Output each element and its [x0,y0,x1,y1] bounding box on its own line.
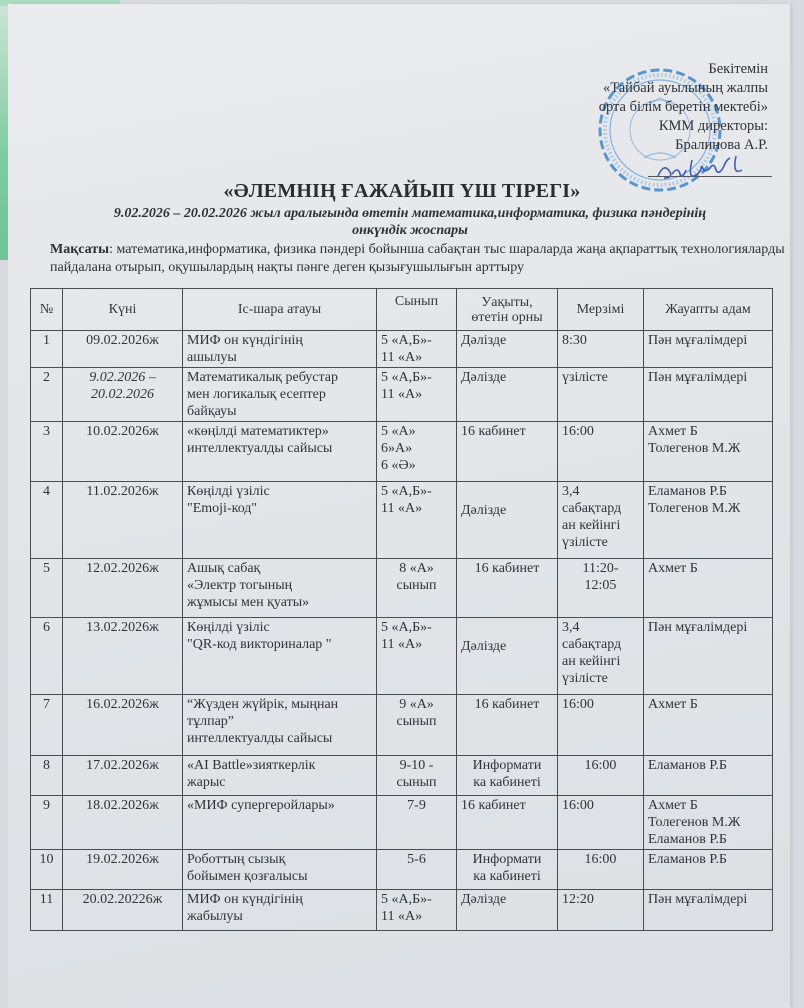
cell-event: Көңілді үзіліс "QR-код викториналар " [183,618,377,695]
goal-text: : математика,информатика, физика пәндері бойынша сабақтан тыс шараларда жаңа ақпараттық технологияларды пайдалана отырып, оқушылардың нақты пәнге деген қызығушылығын арттыру [50,242,785,275]
cell-place: Информати ка кабинеті [457,756,558,796]
table-row [31,422,773,482]
table-row [31,695,773,756]
cell-event: “Жүзден жүйрік, мыңнан тұлпар” интеллектуалды сайысы [183,695,377,756]
cell-responsible: Ахмет Б [644,695,773,756]
cell-grade: 5 «А,Б»- 11 «А» [377,482,457,559]
cell-responsible: Ахмет Б Толегенов М.Ж Еламанов Р.Б [644,796,773,850]
subtitle-line: онкүндік жоспары [352,223,468,238]
cell-grade: 9-10 - сынып [377,756,457,796]
cell-grade: 5 «А,Б»- 11 «А» [377,368,457,422]
table-row [31,331,773,368]
cell-date: 16.02.2026ж [63,695,183,756]
header-number: № [31,289,63,331]
cell-responsible: Пән мұғалімдері [644,331,773,368]
cell-grade: 7-9 [377,796,457,850]
approval-line: Бекітемін [708,61,768,77]
cell-time: 12:20 [558,890,644,931]
table-row [31,890,773,931]
cell-event: «МИФ супергеройлары» [183,796,377,850]
cell-event: «көңілді математиктер» интеллектуалды сайысы [183,422,377,482]
cell-event: «AI Battle»зияткерлік жарыс [183,756,377,796]
header-deadline: Мерзімі [558,289,644,331]
cell-number: 11 [31,890,63,931]
cell-event: МИФ он күндігінің жабылуы [183,890,377,931]
goal-label: Мақсаты [50,242,110,257]
cell-number: 4 [31,482,63,559]
cell-place: 16 кабинет [457,422,558,482]
cell-event: Математикалық ребустар мен логикалық есептер байқауы [183,368,377,422]
table-row [31,368,773,422]
cell-time: 16:00 [558,796,644,850]
cell-grade: 5 «А» 6»А» 6 «Ә» [377,422,457,482]
cell-place: Дәлізде [457,890,558,931]
approval-line: КММ директоры: [658,118,768,134]
cell-date: 12.02.2026ж [63,559,183,618]
cell-place: Дәлізде [457,331,558,368]
cell-date: 20.02.20226ж [63,890,183,931]
cell-number: 9 [31,796,63,850]
cell-grade: 5-6 [377,850,457,890]
cell-responsible: Ахмет Б Толегенов М.Ж [644,422,773,482]
cell-time: 8:30 [558,331,644,368]
cell-time: 16:00 [558,695,644,756]
cell-time: үзілісте [558,368,644,422]
cell-place: Информати ка кабинеті [457,850,558,890]
table-header-row [31,289,773,331]
event-plan-table [30,288,773,931]
cell-number: 6 [31,618,63,695]
approval-block [599,60,768,155]
cell-responsible: Пән мұғалімдері [644,368,773,422]
cell-date: 10.02.2026ж [63,422,183,482]
cell-place: Дәлізде [457,482,558,559]
cell-number: 8 [31,756,63,796]
cell-grade: 8 «А» сынып [377,559,457,618]
cell-date: 09.02.2026ж [63,331,183,368]
cell-date: 13.02.2026ж [63,618,183,695]
cell-date: 19.02.2026ж [63,850,183,890]
cell-number: 5 [31,559,63,618]
approval-line: орта білім беретін мектебі» [598,99,768,115]
cell-place: 16 кабинет [457,695,558,756]
cell-time: 11:20- 12:05 [558,559,644,618]
table-row [31,482,773,559]
cell-place: 16 кабинет [457,559,558,618]
cell-number: 1 [31,331,63,368]
cell-grade: 5 «А,Б»- 11 «А» [377,890,457,931]
cell-event: Көңілді үзіліс "Emoji-код" [183,482,377,559]
document-subtitle [30,205,790,239]
cell-grade: 9 «А» сынып [377,695,457,756]
cell-event: Роботтың сызық бойымен қозғалысы [183,850,377,890]
cell-time: 3,4 сабақтард ан кейінгі үзілісте [558,618,644,695]
approval-line: Бралинова А.Р. [675,137,768,153]
cell-date: 9.02.2026 – 20.02.2026 [63,368,183,422]
cell-time: 16:00 [558,850,644,890]
cell-number: 2 [31,368,63,422]
cell-grade: 5 «А,Б»- 11 «А» [377,618,457,695]
approval-line: «Тайбай ауылының жалпы [602,80,768,96]
table-row [31,618,773,695]
cell-responsible: Еламанов Р.Б Толегенов М.Ж [644,482,773,559]
cell-number: 3 [31,422,63,482]
cell-responsible: Пән мұғалімдері [644,618,773,695]
goal-paragraph [50,241,790,277]
cell-date: 11.02.2026ж [63,482,183,559]
cell-date: 17.02.2026ж [63,756,183,796]
cell-event: Ашық сабақ «Электр тогының жұмысы мен қуаты» [183,559,377,618]
header-responsible: Жауапты адам [644,289,773,331]
cell-responsible: Пән мұғалімдері [644,890,773,931]
header-date: Күні [63,289,183,331]
table-row [31,850,773,890]
cell-responsible: Еламанов Р.Б [644,756,773,796]
header-time-place: Уақыты, өтетін орны [457,289,558,331]
table-row [31,756,773,796]
table-row [31,796,773,850]
cell-responsible: Еламанов Р.Б [644,850,773,890]
cell-event: МИФ он күндігінің ашылуы [183,331,377,368]
subtitle-line: 9.02.2026 – 20.02.2026 жыл аралығында өтетін математика,информатика, физика пәндерінің [113,206,707,221]
cell-grade: 5 «А,Б»- 11 «А» [377,331,457,368]
cell-time: 16:00 [558,422,644,482]
document-title: «ӘЛЕМНІҢ ҒАЖАЙЫП ҮШ ТІРЕГІ» [223,180,581,202]
cell-number: 10 [31,850,63,890]
cell-place: Дәлізде [457,368,558,422]
header-event: Іс-шара атауы [183,289,377,331]
cell-place: 16 кабинет [457,796,558,850]
cell-place: Дәлізде [457,618,558,695]
cell-number: 7 [31,695,63,756]
header-grade: Сынып [377,289,457,331]
table-row [31,559,773,618]
cell-time: 3,4 сабақтард ан кейінгі үзілісте [558,482,644,559]
cell-time: 16:00 [558,756,644,796]
cell-responsible: Ахмет Б [644,559,773,618]
director-signature-icon [648,150,758,184]
cell-date: 18.02.2026ж [63,796,183,850]
